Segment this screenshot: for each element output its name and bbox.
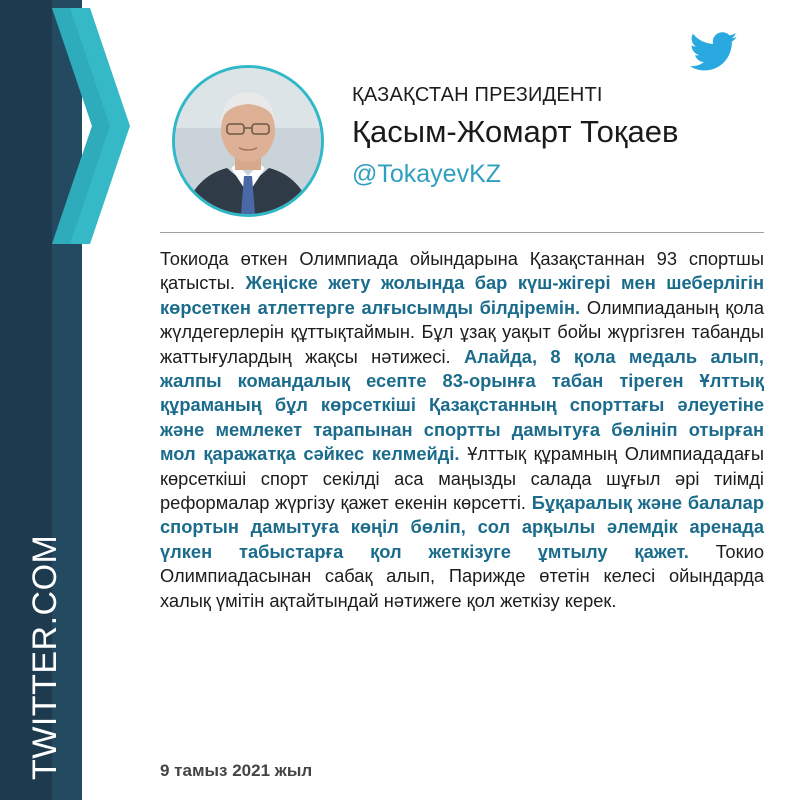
tweet-segment-highlight: Бұқаралық және балалар спортын дамытуға көңіл бөліп, сол арқылы әлемдік аренада үлкен табыстарға қол жеткізуге ұмтылу қажет. [160, 492, 765, 562]
tweet-segment-highlight: Алайда, 8 қола медаль алып, жалпы командалық есепте 83-орынға табан тіреген Ұлттық құраманың бұл көрсеткіші Қазақстанның спорттағы әлеуетіне және мемлекет тарапынан спортты дамытуға бөлініп отырған мол қаражатқа сәйкес келмейді. [160, 345, 764, 465]
tweet-segment-highlight: Жеңіске жету жолында бар күш-жігері мен шеберлігін көрсеткен атлеттерге алғысымды білдіремін. [160, 272, 765, 318]
tweet-segment: Ұлттық құрамның Олимпиададағы көрсеткіші спорт секілді аса маңызды салада шұғыл әрі тиімді реформалар жүргізу қажет екенін көрсетті. [160, 443, 764, 514]
chevron-arrow-decor [0, 0, 140, 800]
header-divider [160, 232, 764, 233]
vertical-brand-label: TWITTER.COM [26, 534, 64, 780]
tweet-date: 9 тамыз 2021 жыл [160, 761, 313, 780]
tweet-text [160, 247, 764, 613]
twitter-bird-icon[interactable] [690, 32, 738, 72]
avatar [172, 65, 324, 217]
profile-handle[interactable]: @TokayevKZ [352, 160, 502, 188]
tweet-segment: Олимпиаданың қола жүлдегерлерін құттықтаймын. Бұл ұзақ уақыт бойы жүргізген табанды жаттығулардың жақсы нәтижесі. [160, 296, 764, 367]
profile-name: Қасым-Жомарт Тоқаев [352, 114, 679, 149]
profile-title: ҚАЗАҚСТАН ПРЕЗИДЕНТІ [352, 84, 603, 106]
tweet-segment: Токиода өткен Олимпиада ойындарына Қазақстаннан 93 спортшы қатысты. [160, 248, 764, 294]
tweet-segment: Токио Олимпиадасынан сабақ алып, Парижде өтетін келесі ойындарда халық үмітін ақтайтындай нәтижеге қол жеткізу керек. [160, 540, 764, 611]
